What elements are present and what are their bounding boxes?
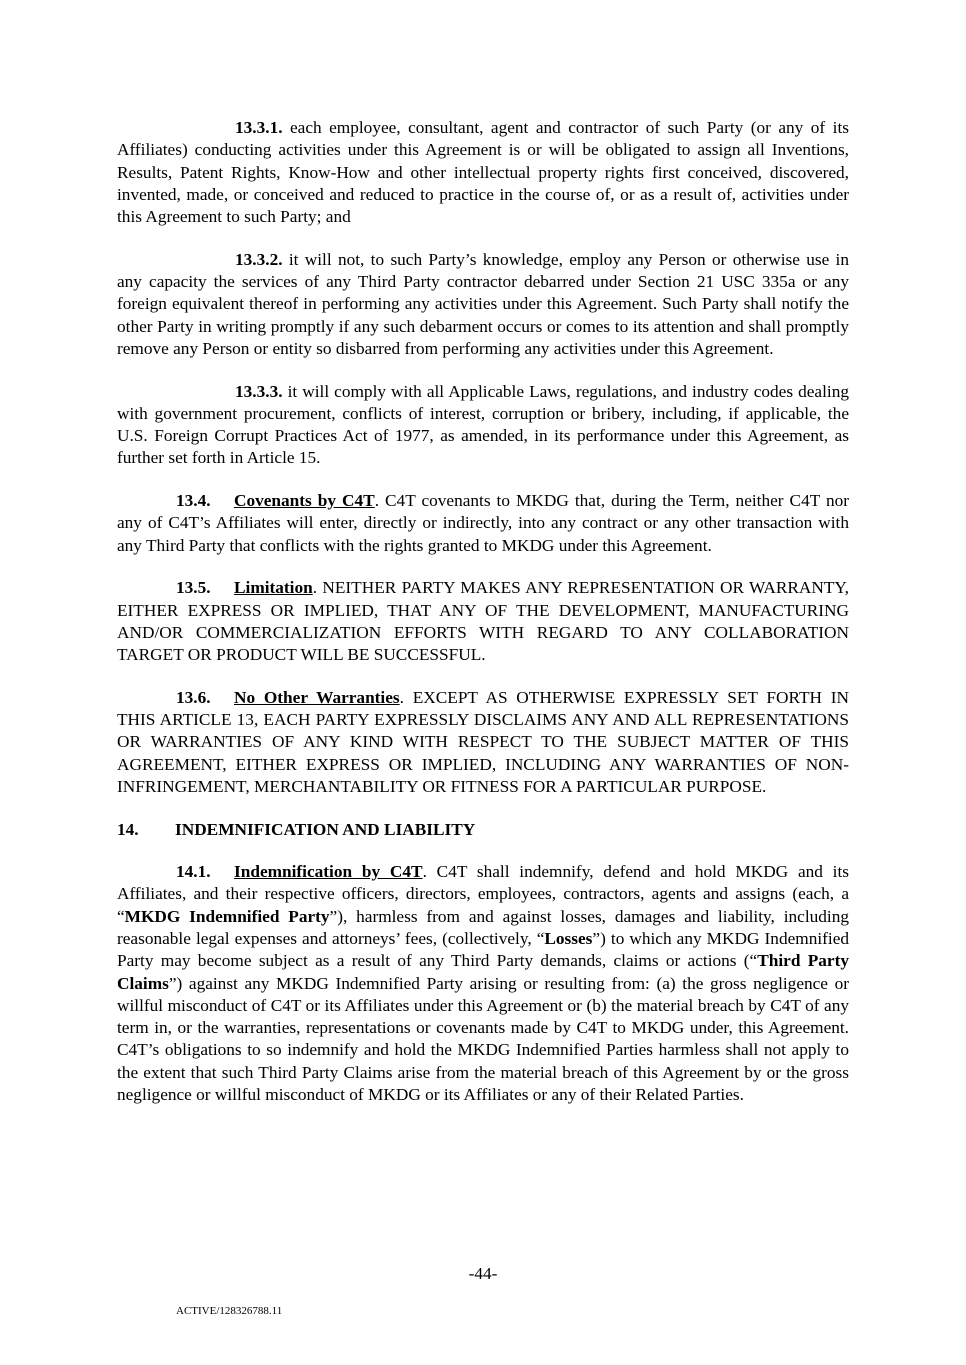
defined-term: MKDG Indemnified Party	[124, 906, 330, 926]
article-14-heading	[117, 819, 849, 841]
clause-text: each employee, consultant, agent and contractor of such Party (or any of its Affiliates) conducting activities under this Agreement is or will be obligated to assign all Inventions, Results, Patent Rights, Know-How and other intellectual property rights first conceived, discovered, invented, made, or conceived and reduced to practice in the course of, or as a result of, activities under this Agreement to such Party; and	[117, 118, 849, 227]
clause-heading: Covenants by C4T	[234, 491, 375, 511]
clause-text: . C4T shall indemnify, defend and hold MKDG and its Affiliates, and their respective officers, directors, employees, contractors, agents and assigns (each, a “	[117, 862, 850, 926]
page-number: -44-	[468, 1264, 498, 1283]
clause-13-3-1	[117, 117, 849, 228]
defined-term: Third Party Claims	[117, 951, 849, 993]
clause-text: . EXCEPT AS OTHERWISE EXPRESSLY SET FORTH IN THIS ARTICLE 13, EACH PARTY EXPRESSLY DISCLAIMS ANY AND ALL REPRESENTATIONS OR WARRANTIES OF ANY KIND WITH RESPECT TO THE SUBJECT MATTER OF THIS AGREEMENT, EITHER EXPRESS OR IMPLIED, INCLUDING ANY WARRANTIES OF NON-INFRINGEMENT, MERCHANTABILITY OR FITNESS FOR A PARTICULAR PURPOSE.	[117, 687, 849, 796]
clause-text: . C4T covenants to MKDG that, during the Term, neither C4T nor any of C4T’s Affiliates will enter, directly or indirectly, into any contract or any other transaction with any Third Party that conflicts with the rights granted to MKDG under this Agreement.	[117, 491, 849, 555]
clause-text: ”), harmless from and against losses, damages and liability, including reasonable legal expenses and attorneys’ fees, (collectively, “	[117, 906, 849, 948]
document-id-footer: ACTIVE/128326788.11	[176, 1305, 283, 1317]
clause-13-6	[117, 687, 849, 798]
clause-text: ”) to which any MKDG Indemnified Party may become subject as a result of any Third Party demands, claims or actions (“	[117, 928, 850, 971]
clause-number: 13.3.2.	[235, 249, 283, 269]
clause-heading: Limitation	[234, 578, 313, 598]
clause-13-3-2	[117, 249, 849, 360]
clause-text: ”) against any MKDG Indemnified Party arising or resulting from: (a) the gross negligence or willful misconduct of C4T or its Affiliates under this Agreement or (b) the material breach by C4T of any term in, or the warranties, representations or covenants made by C4T to MKDG under, this Agreement. C4T’s obligations to so indemnify and hold the MKDG Indemnified Parties harmless shall not apply to the extent that such Third Party Claims arise from the material breach of this Agreement by or the gross negligence or willful misconduct of MKDG or its Affiliates or any of their Related Parties.	[117, 973, 849, 1105]
clause-13-5	[117, 577, 849, 666]
clause-13-3-3	[117, 381, 849, 470]
clause-number: 13.4.	[176, 491, 211, 511]
clause-14-1	[117, 861, 849, 1106]
clause-number: 13.3.1.	[235, 118, 283, 137]
defined-term: Losses	[544, 928, 593, 948]
article-title: INDEMNIFICATION AND LIABILITY	[175, 819, 476, 839]
clause-number: 14.1.	[176, 862, 211, 882]
clause-text: it will comply with all Applicable Laws, regulations, and industry codes dealing with government procurement, conflicts of interest, corruption or bribery, including, if applicable, the U.S. Foreign Corrupt Practices Act of 1977, as amended, in its performance under this Agreement, as further set forth in Article 15.	[117, 381, 849, 468]
clause-heading: Indemnification by C4T	[234, 862, 423, 882]
clause-number: 13.5.	[176, 578, 211, 598]
clause-13-4	[117, 490, 849, 557]
clause-number: 13.3.3.	[235, 381, 283, 401]
clause-text: it will not, to such Party’s knowledge, employ any Person or otherwise use in any capacity the services of any Third Party contractor debarred under Section 21 USC 335a or any foreign equivalent thereof in performing any activities under this Agreement. Such Party shall notify the other Party in writing promptly if any such debarment occurs or comes to its attention and shall promptly remove any Person or entity so disbarred from performing any activities under this Agreement.	[117, 249, 849, 358]
clause-heading: No Other Warranties	[234, 687, 400, 707]
clause-text: . NEITHER PARTY MAKES ANY REPRESENTATION OR WARRANTY, EITHER EXPRESS OR IMPLIED, THAT ANY OF THE DEVELOPMENT, MANUFACTURING AND/OR COMMERCIALIZATION EFFORTS WITH REGARD TO ANY COLLABORATION TARGET OR PRODUCT WILL BE SUCCESSFUL.	[117, 578, 849, 665]
clause-number: 13.6.	[176, 687, 211, 707]
article-number: 14.	[117, 819, 139, 839]
document-body	[117, 117, 849, 1127]
